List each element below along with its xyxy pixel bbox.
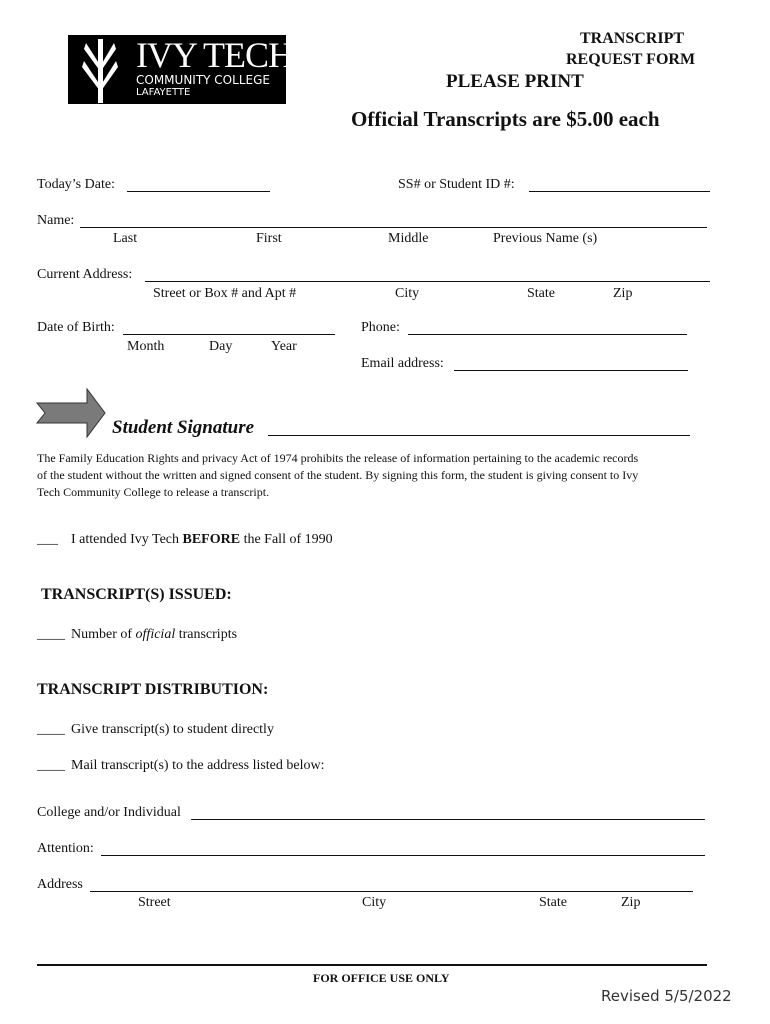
attention-field[interactable] <box>101 855 705 856</box>
student-id-field[interactable] <box>529 191 710 192</box>
todays-date-field[interactable] <box>127 191 270 192</box>
email-field[interactable] <box>454 370 688 371</box>
attended-prefix: I attended Ivy Tech <box>71 532 179 547</box>
ivy-tech-logo <box>68 35 293 104</box>
email-label: Email address: <box>361 356 444 371</box>
phone-field[interactable] <box>408 334 687 335</box>
transcripts-issued-heading: TRANSCRIPT(S) ISSUED: <box>41 586 232 603</box>
name-sub-previous: Previous Name (s) <box>493 231 598 246</box>
arrow-right-icon <box>35 387 107 439</box>
issued-prefix: Number of <box>71 627 133 642</box>
ivy-leaf-logo-icon <box>76 35 126 104</box>
mailing-sub-zip: Zip <box>621 895 641 910</box>
number-of-transcripts-label <box>71 627 237 643</box>
give-directly-label: Give transcript(s) to student directly <box>71 722 274 737</box>
issued-suffix: transcripts <box>178 627 238 642</box>
college-individual-field[interactable] <box>191 819 705 820</box>
name-sub-last: Last <box>113 231 138 246</box>
address-sub-state: State <box>527 286 555 301</box>
attended-before-checkbox[interactable]: ___ <box>37 532 58 547</box>
current-address-label: Current Address: <box>37 267 133 282</box>
logo-subtitle: COMMUNITY COLLEGE <box>136 73 270 87</box>
dob-sub-year: Year <box>271 339 297 354</box>
name-label: Name: <box>37 213 75 228</box>
mailing-sub-city: City <box>362 895 387 910</box>
attended-suffix: the Fall of 1990 <box>243 532 333 547</box>
price-notice: Official Transcripts are $5.00 each <box>351 107 660 131</box>
student-signature-label: Student Signature <box>112 417 255 438</box>
attended-emphasis: BEFORE <box>182 532 241 547</box>
dob-sub-day: Day <box>209 339 233 354</box>
distribution-heading: TRANSCRIPT DISTRIBUTION: <box>37 681 269 698</box>
current-address-field[interactable] <box>145 281 710 282</box>
student-id-label: SS# or Student ID #: <box>398 177 515 192</box>
address-sub-street: Street or Box # and Apt # <box>153 286 297 301</box>
mailing-address-label: Address <box>37 877 83 892</box>
student-signature-field[interactable] <box>268 435 690 436</box>
todays-date-label: Today’s Date: <box>37 177 115 192</box>
address-sub-zip: Zip <box>613 286 633 301</box>
logo-campus: LAFAYETTE <box>136 87 191 98</box>
mailing-address-field[interactable] <box>90 891 693 892</box>
give-directly-checkbox[interactable]: ____ <box>37 722 65 737</box>
office-use-label: FOR OFFICE USE ONLY <box>313 971 450 985</box>
name-sub-first: First <box>256 231 282 246</box>
dob-sub-month: Month <box>127 339 165 354</box>
college-individual-label: College and/or Individual <box>37 805 181 820</box>
revised-date: Revised 5/5/2022 <box>601 987 732 1005</box>
mail-transcript-checkbox[interactable]: ____ <box>37 758 65 773</box>
form-title-line2: REQUEST FORM <box>566 51 696 68</box>
mailing-sub-state: State <box>539 895 567 910</box>
dob-label: Date of Birth: <box>37 320 115 335</box>
mailing-sub-street: Street <box>138 895 171 910</box>
ferpa-text-line1: The Family Education Rights and privacy Act of 1974 prohibits the release of information pertaining to the academic records <box>37 451 639 465</box>
phone-label: Phone: <box>361 320 400 335</box>
attention-label: Attention: <box>37 841 94 856</box>
office-use-divider <box>37 964 707 966</box>
issued-emphasis: official <box>135 627 176 642</box>
number-of-transcripts-field[interactable]: ____ <box>37 627 65 642</box>
mail-transcript-label: Mail transcript(s) to the address listed below: <box>71 758 325 773</box>
dob-field[interactable] <box>123 334 335 335</box>
ferpa-text-line2: of the student without the written and signed consent of the student. By signing this form, the student is giving consent to Ivy <box>37 468 639 482</box>
please-print: PLEASE PRINT <box>446 71 584 92</box>
name-field[interactable] <box>80 227 707 228</box>
address-sub-city: City <box>395 286 420 301</box>
form-title-line1: TRANSCRIPT <box>580 30 685 47</box>
attended-before-label <box>71 532 333 548</box>
ferpa-text-line3: Tech Community College to release a transcript. <box>37 485 270 499</box>
name-sub-middle: Middle <box>388 231 429 246</box>
logo-name: IVY TECH <box>136 35 293 75</box>
